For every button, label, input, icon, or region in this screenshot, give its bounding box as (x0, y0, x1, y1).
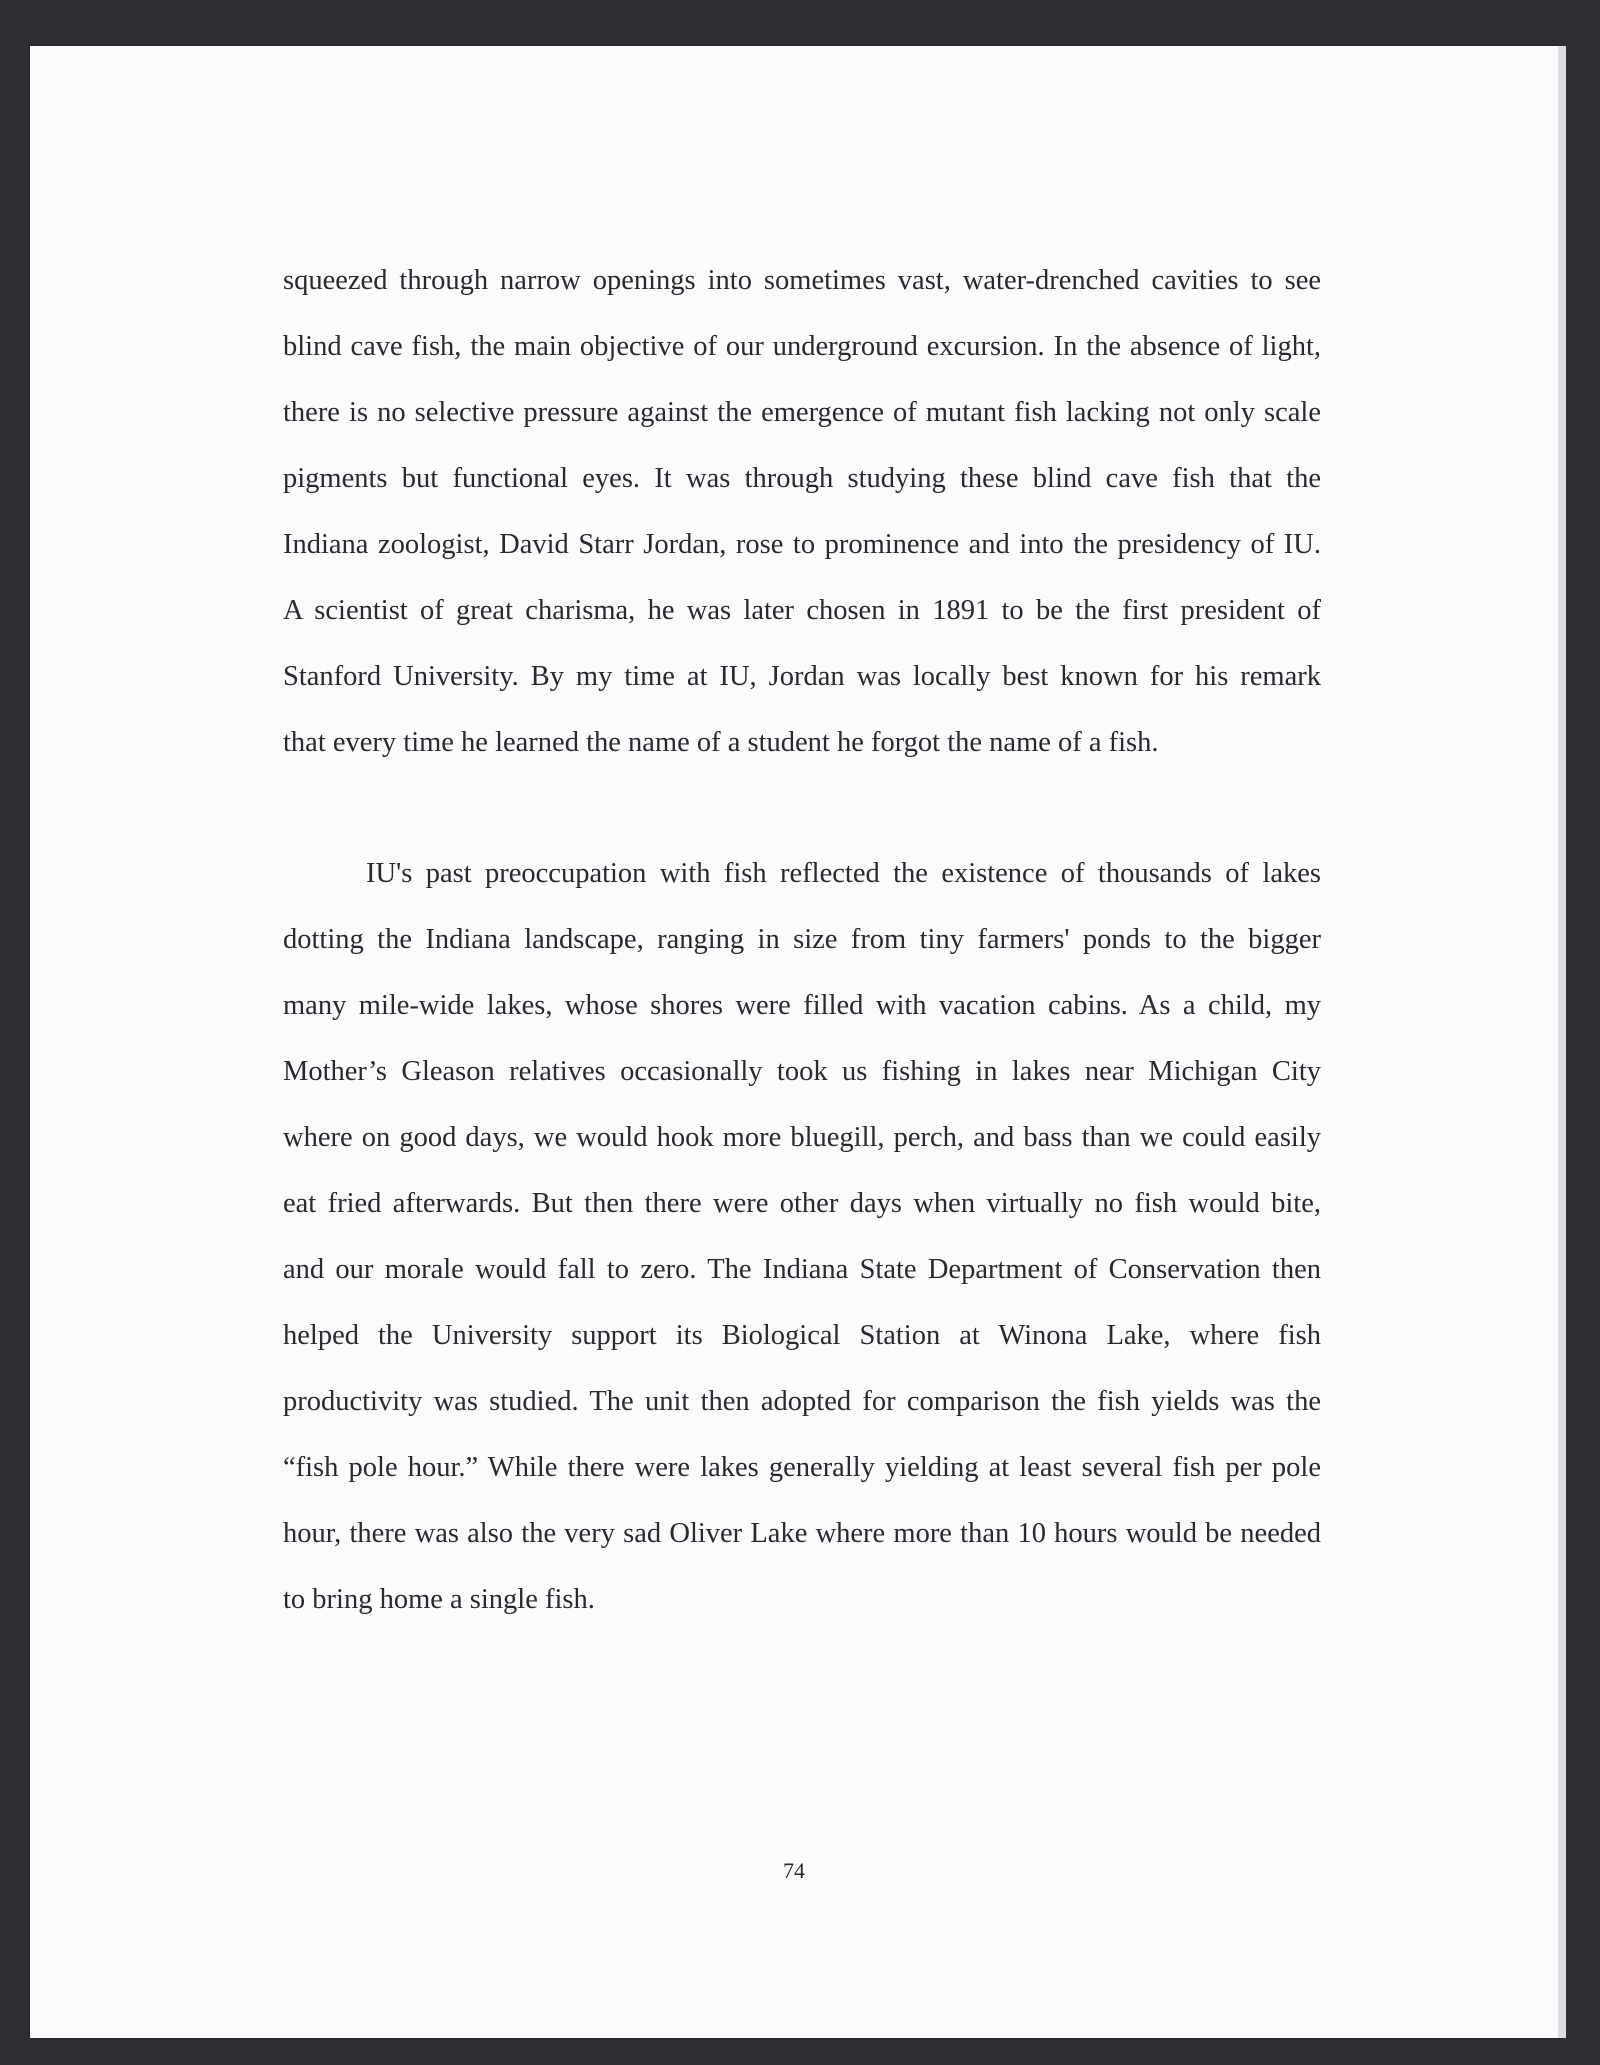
paragraph-2-line-8: helped the University support its Biological Station at Winona Lake, where fish (283, 1320, 1321, 1351)
paragraph-1-line-1: squeezed through narrow openings into sometimes vast, water-drenched cavities to see (283, 265, 1321, 296)
paragraph-2-line-5: where on good days, we would hook more bluegill, perch, and bass than we could easily (283, 1122, 1321, 1153)
paragraph-1-line-6: A scientist of great charisma, he was later chosen in 1891 to be the first president of (283, 595, 1321, 626)
paragraph-1-line-2: blind cave fish, the main objective of our underground excursion. In the absence of light, (283, 331, 1321, 362)
paragraph-2-line-12: to bring home a single fish. (283, 1584, 595, 1615)
paragraph-2-line-6: eat fried afterwards. But then there were other days when virtually no fish would bite, (283, 1188, 1321, 1219)
paragraph-1-line-8: that every time he learned the name of a student he forgot the name of a fish. (283, 727, 1159, 758)
paragraph-2-line-10: “fish pole hour.” While there were lakes generally yielding at least several fish per pole (283, 1452, 1321, 1483)
paragraph-2-line-3: many mile-wide lakes, whose shores were filled with vacation cabins. As a child, my (283, 990, 1321, 1021)
paragraph-2-line-2: dotting the Indiana landscape, ranging in size from tiny farmers' ponds to the bigger (283, 924, 1321, 955)
paragraph-2-line-11: hour, there was also the very sad Oliver Lake where more than 10 hours would be needed (283, 1518, 1321, 1549)
paragraph-1-line-4: pigments but functional eyes. It was through studying these blind cave fish that the (283, 463, 1321, 494)
paragraph-1-line-3: there is no selective pressure against the emergence of mutant fish lacking not only scale (283, 397, 1321, 428)
paragraph-2-line-7: and our morale would fall to zero. The Indiana State Department of Conservation then (283, 1254, 1321, 1285)
document-page (30, 46, 1558, 2038)
paragraph-2-line-4: Mother’s Gleason relatives occasionally took us fishing in lakes near Michigan City (283, 1056, 1321, 1087)
paragraph-1-line-7: Stanford University. By my time at IU, Jordan was locally best known for his remark (283, 661, 1321, 692)
paragraph-2-line-9: productivity was studied. The unit then adopted for comparison the fish yields was the (283, 1386, 1321, 1417)
page-number: 74 (783, 1858, 805, 1883)
page-edge (1558, 46, 1566, 2038)
paragraph-2-line-1: IU's past preoccupation with fish reflected the existence of thousands of lakes (366, 858, 1321, 889)
paragraph-1-line-5: Indiana zoologist, David Starr Jordan, rose to prominence and into the presidency of IU. (283, 529, 1321, 560)
